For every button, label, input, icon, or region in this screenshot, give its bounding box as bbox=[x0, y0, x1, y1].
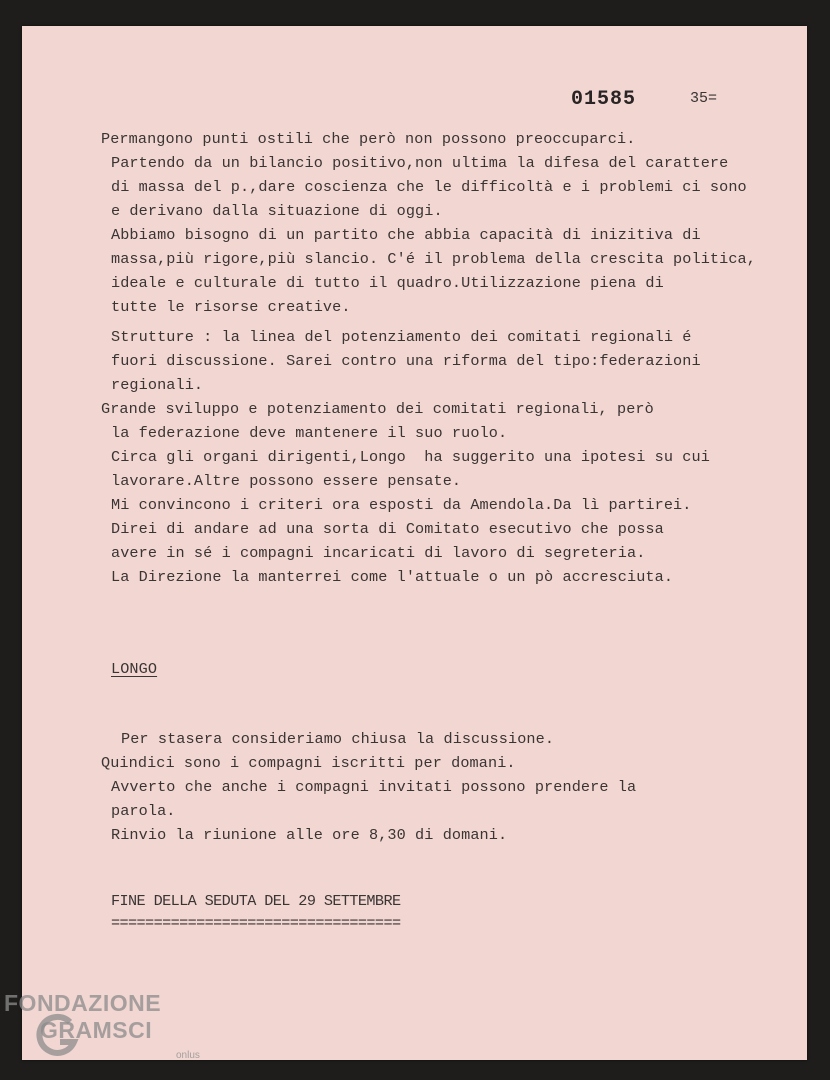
text-line: parola. bbox=[111, 802, 176, 820]
text-line: Partendo da un bilancio positivo,non ultima la difesa del carattere bbox=[111, 154, 729, 172]
text-line: Rinvio la riunione alle ore 8,30 di domani. bbox=[111, 826, 508, 844]
fondazione-gramsci-watermark bbox=[4, 990, 214, 1070]
text-line: tutte le risorse creative. bbox=[111, 298, 351, 316]
text-line: Avverto che anche i compagni invitati possono prendere la bbox=[111, 778, 637, 796]
text-line: Circa gli organi dirigenti,Longo ha suggerito una ipotesi su cui bbox=[111, 448, 710, 466]
page-number: 35= bbox=[690, 90, 718, 107]
session-end-title: FINE DELLA SEDUTA DEL 29 SETTEMBRE bbox=[111, 892, 401, 910]
text-line: regionali. bbox=[111, 376, 204, 394]
text-line: ideale e culturale di tutto il quadro.Utilizzazione piena di bbox=[111, 274, 664, 292]
text-line: la federazione deve mantenere il suo ruolo. bbox=[111, 424, 508, 442]
document-number: 01585 bbox=[571, 88, 637, 111]
text-line: Mi convincono i criteri ora esposti da Amendola.Da lì partirei. bbox=[111, 496, 692, 514]
text-line: Quindici sono i compagni iscritti per domani. bbox=[101, 754, 516, 772]
text-line: Permangono punti ostili che però non possono preoccuparci. bbox=[101, 130, 636, 148]
text-line: massa,più rigore,più slancio. C'é il problema della crescita politica, bbox=[111, 250, 756, 268]
text-line: Abbiamo bisogno di un partito che abbia capacità di inizitiva di bbox=[111, 226, 701, 244]
speaker-heading: LONGO bbox=[111, 660, 158, 678]
text-line: avere in sé i compagni incaricati di lavoro di segreteria. bbox=[111, 544, 646, 562]
watermark-line1: FONDAZIONE bbox=[4, 990, 162, 1016]
text-line: fuori discussione. Sarei contro una riforma del tipo:federazioni bbox=[111, 352, 701, 370]
text-line: Per stasera consideriamo chiusa la discussione. bbox=[121, 730, 555, 748]
text-line: Direi di andare ad una sorta di Comitato esecutivo che possa bbox=[111, 520, 664, 538]
text-line: La Direzione la manterrei come l'attuale o un pò accresciuta. bbox=[111, 568, 674, 586]
text-line: di massa del p.,dare coscienza che le difficoltà e i problemi ci sono bbox=[111, 178, 747, 196]
text-line: lavorare.Altre possono essere pensate. bbox=[111, 472, 462, 490]
document-page bbox=[22, 26, 807, 1060]
text-line: Strutture : la linea del potenziamento dei comitati regionali é bbox=[111, 328, 692, 346]
watermark-line2: GRAMSCI bbox=[40, 1017, 153, 1043]
separator-rule: ================================== bbox=[111, 914, 401, 932]
text-line: Grande sviluppo e potenziamento dei comitati regionali, però bbox=[101, 400, 654, 418]
watermark-line3: onlus bbox=[176, 1050, 200, 1061]
text-line: e derivano dalla situazione di oggi. bbox=[111, 202, 443, 220]
